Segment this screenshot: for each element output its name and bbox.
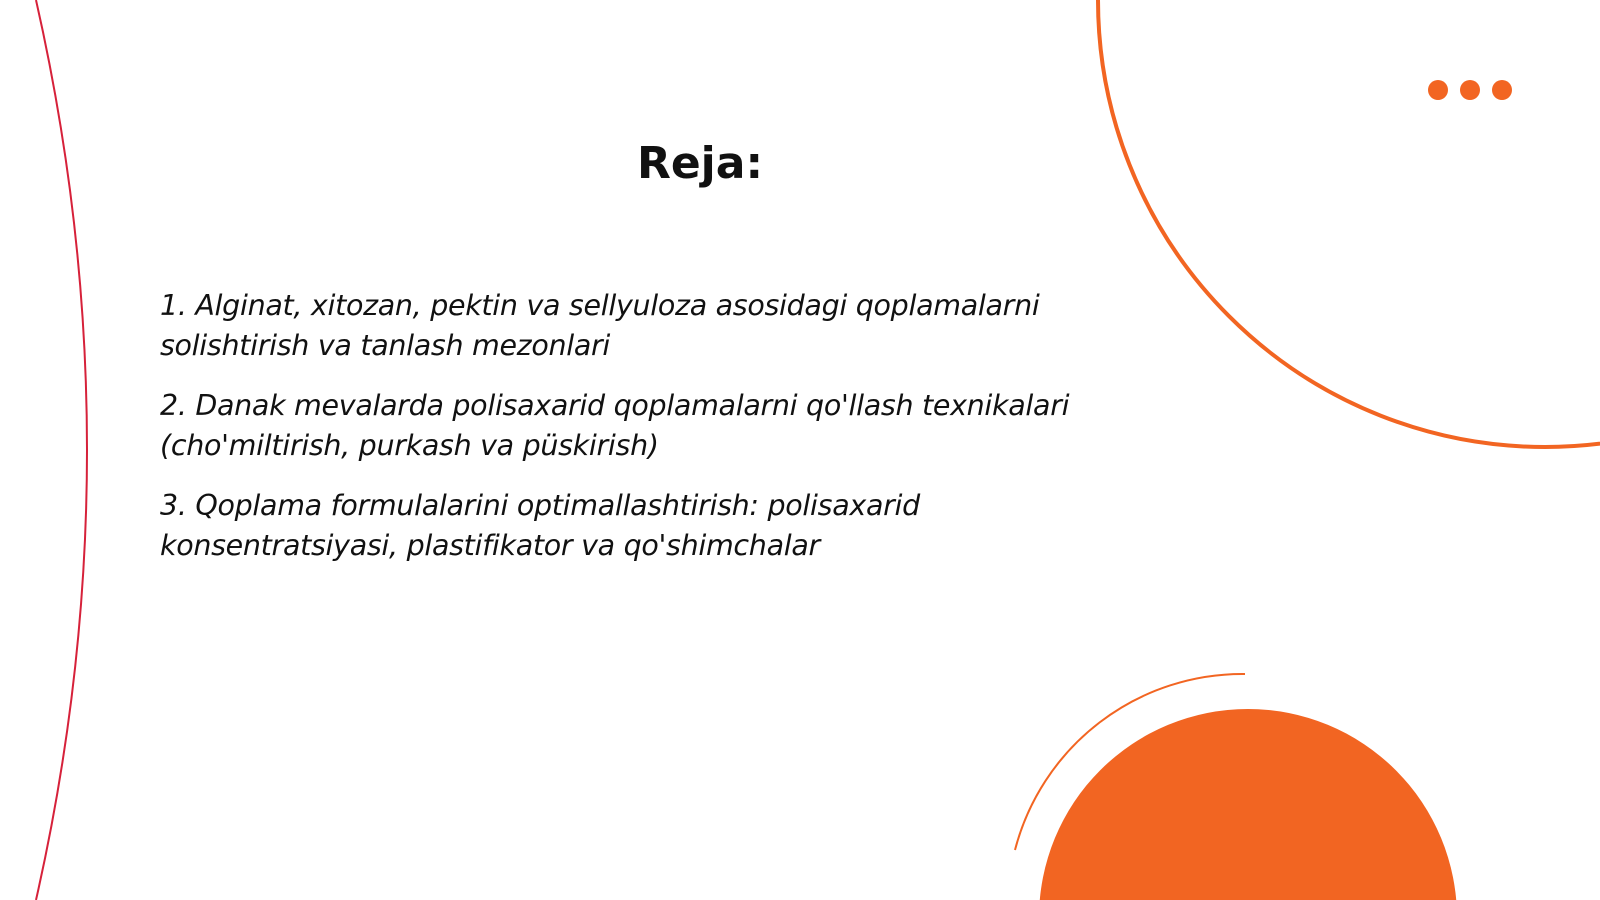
plan-item: 1. Alginat, xitozan, pektin va sellyuloza asosidagi qoplamalarni solishtirish va tanlash mezonlari xyxy=(160,289,1040,362)
three-dots-icon xyxy=(1428,80,1512,100)
plan-list xyxy=(160,286,1140,586)
bottom-filled-circle xyxy=(1039,709,1457,900)
dot-icon xyxy=(1428,80,1448,100)
plan-item: 2. Danak mevalarda polisaxarid qoplamalarni qo'llash texnikalari (cho'miltirish, purkash va püskirish) xyxy=(160,389,1070,462)
left-curve-decoration xyxy=(36,0,87,900)
dot-icon xyxy=(1460,80,1480,100)
plan-item: 3. Qoplama formulalarini optimallashtirish: polisaxarid konsentratsiyasi, plastifikator va qo'shimchalar xyxy=(160,489,920,562)
top-right-circle-outline xyxy=(1098,0,1600,447)
slide-title: Reja: xyxy=(636,138,764,189)
dot-icon xyxy=(1492,80,1512,100)
